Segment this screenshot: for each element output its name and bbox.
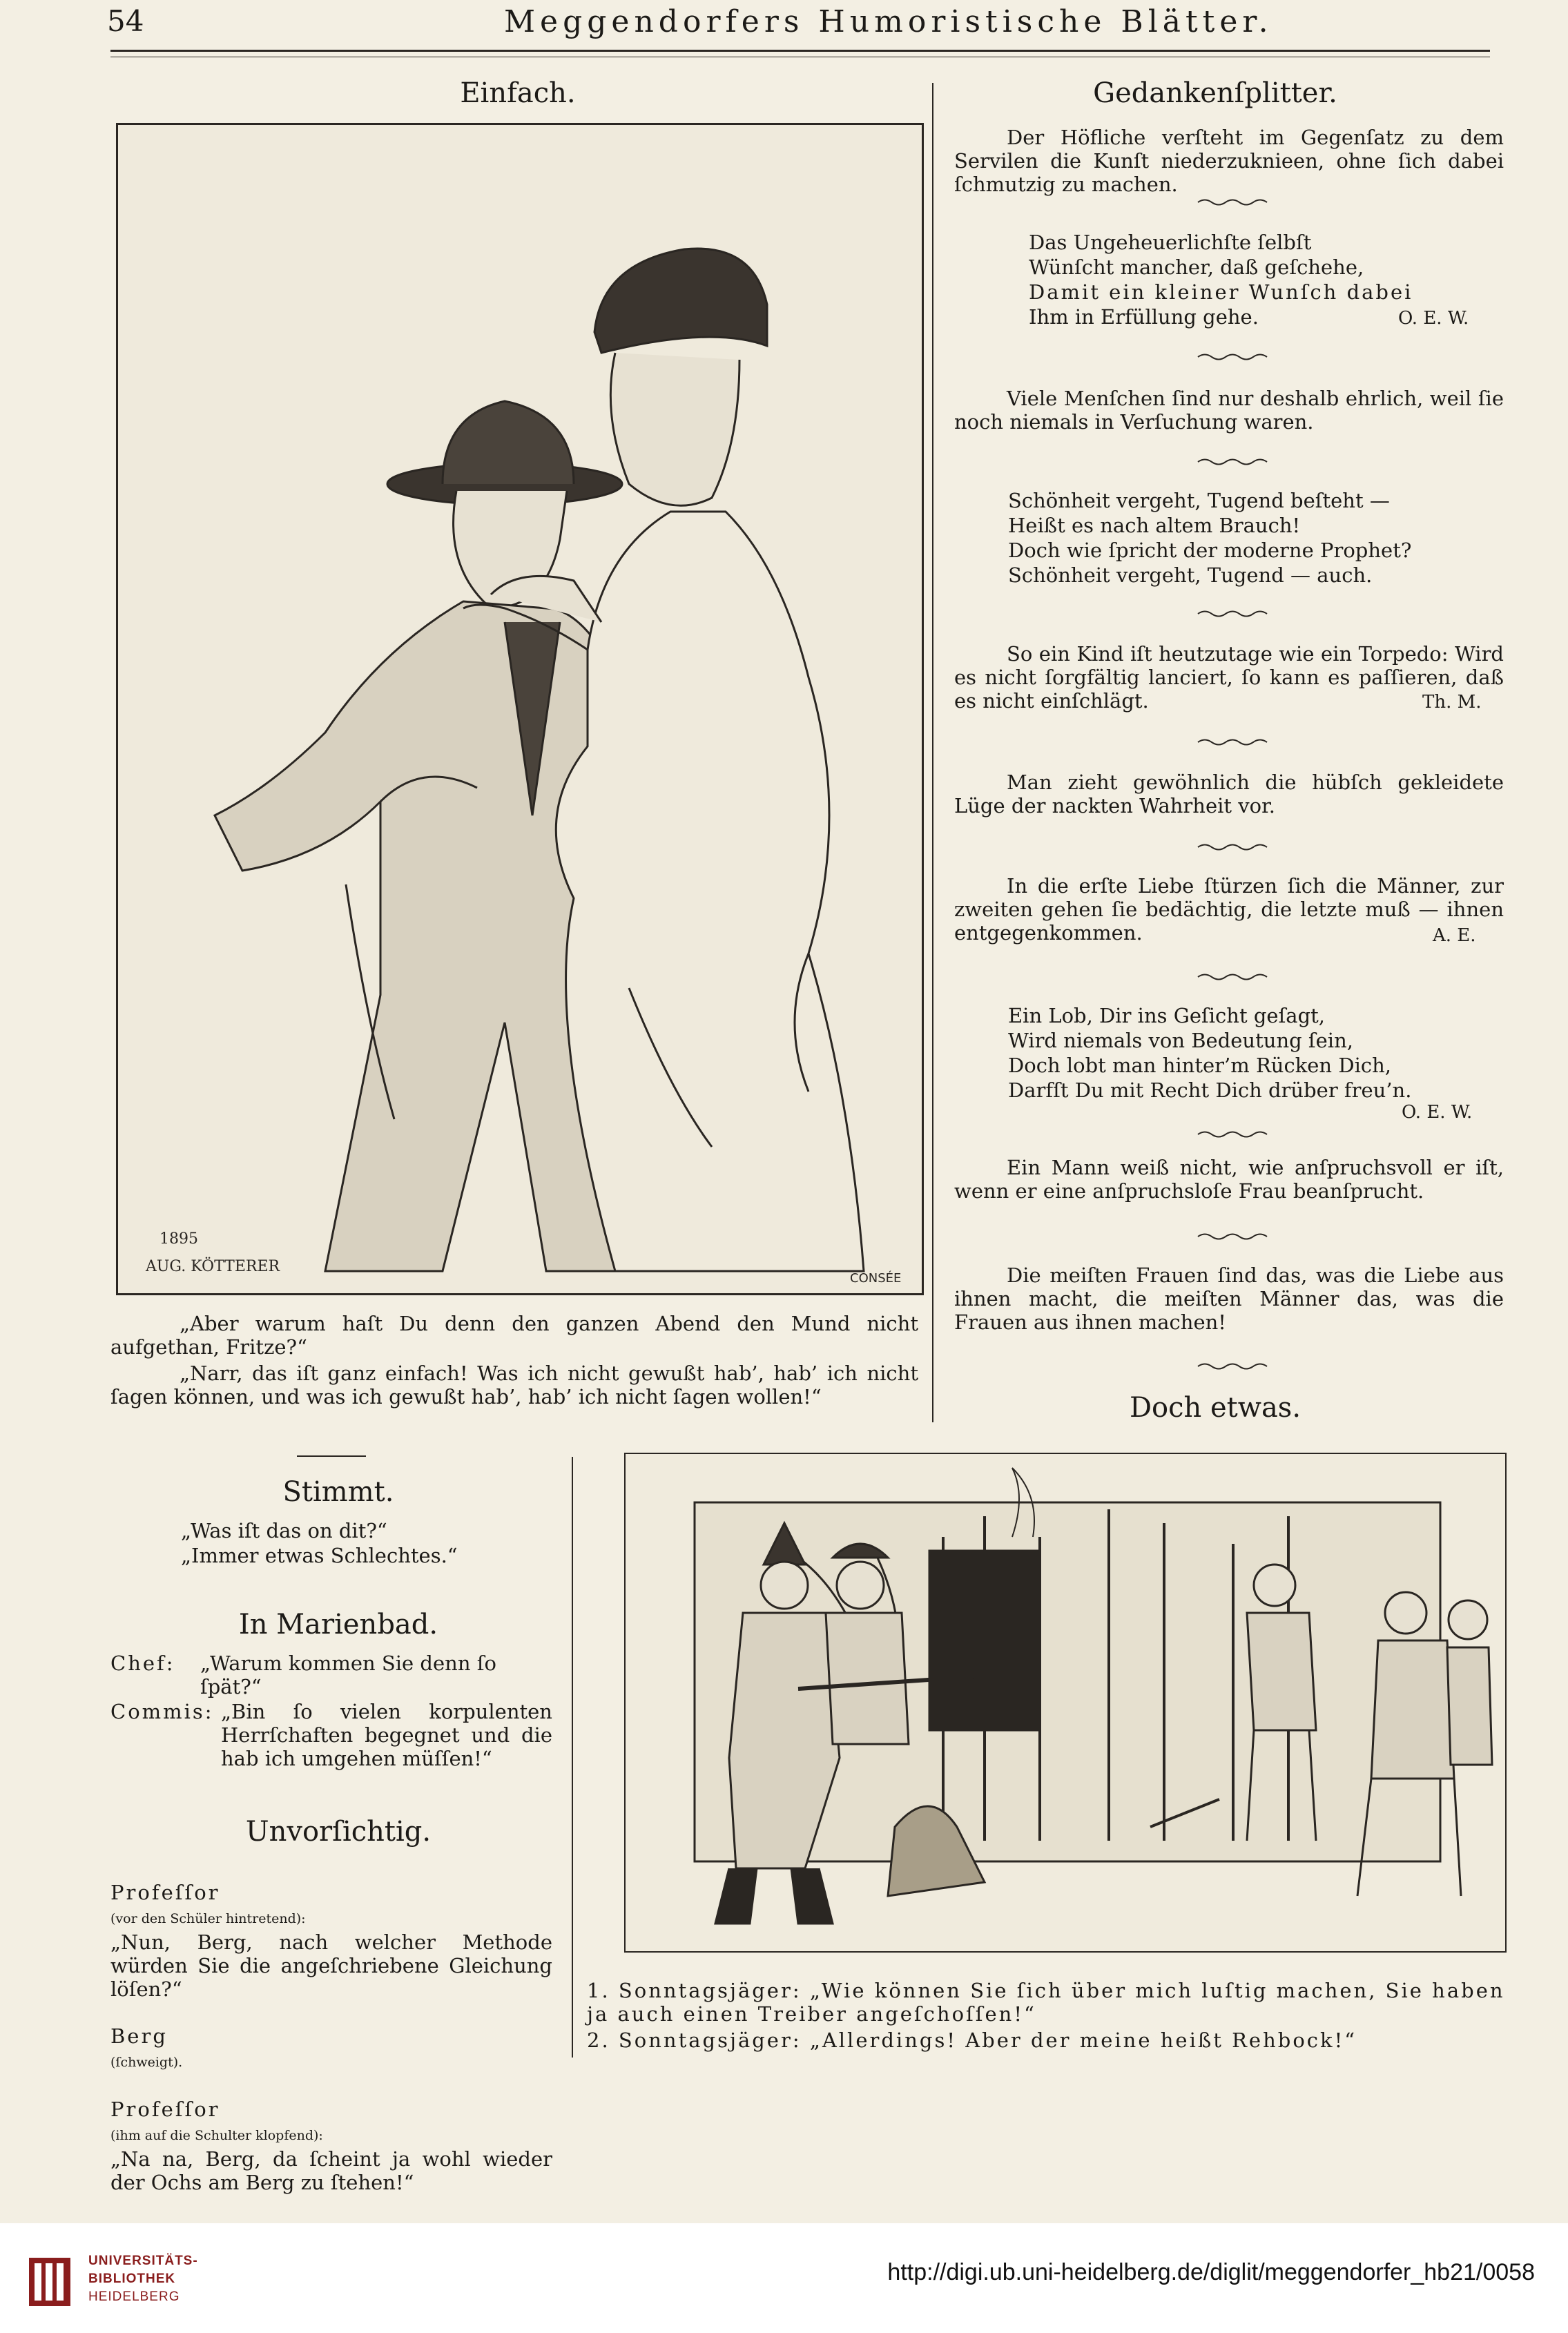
- unvorsichtig-speaker-2: Berg: [110, 2024, 168, 2048]
- wave-divider-7: [1194, 972, 1270, 982]
- gedanken-verse-3-line-4: Darfſt Du mit Recht Dich drüber freu’n.: [1008, 1078, 1412, 1102]
- stimmt-line-1: „Was iſt das on dit?“: [181, 1519, 387, 1542]
- page-number: 54: [107, 4, 144, 38]
- gedanken-verse-1-line-1: Das Ungeheuerlichſte ſelbſt: [1029, 231, 1312, 254]
- header-rule-top: [110, 50, 1490, 52]
- unvorsichtig-direction-1: (vor den Schüler hintretend):: [110, 1911, 306, 1926]
- wave-divider-2: [1194, 352, 1270, 362]
- einfach-caption-2: „Narr, das iſt ganz einfach! Was ich nicht gewußt hab’, hab’ ich nicht ſagen können, und was ich gewußt hab’, hab’ ich nicht ſagen wollen!“: [110, 1362, 918, 1408]
- gedanken-signature-3: A. E.: [1433, 925, 1476, 946]
- gedanken-paragraph-5: In die erſte Liebe ſtürzen ſich die Männer, zur zweiten gehen ſie bedächtig, die letzte muß — ihnen entgegenkommen.: [954, 874, 1504, 945]
- gedanken-verse-3-line-2: Wird niemals von Bedeutung ſein,: [1008, 1029, 1353, 1052]
- wave-divider-3: [1194, 457, 1270, 467]
- unvorsichtig-dialogue: [110, 1857, 552, 2194]
- artist-signature: AUG. KÖTTERER: [146, 1258, 280, 1275]
- gedanken-signature-1: O. E. W.: [1398, 308, 1469, 329]
- einfach-title: Einfach.: [460, 77, 576, 109]
- marienbad-speaker-2: Commis:: [110, 1700, 214, 1723]
- unvorsichtig-line-2: [110, 2001, 552, 2074]
- wave-divider-5: [1194, 737, 1270, 747]
- unvorsichtig-line-3: [110, 2074, 552, 2194]
- gedanken-paragraph-2: Viele Menſchen ſind nur deshalb ehrlich, weil ſie noch niemals in Verſuchung waren.: [954, 387, 1504, 434]
- gedanken-verse-2-line-2: Heißt es nach altem Brauch!: [1008, 514, 1301, 537]
- wave-divider-6: [1194, 842, 1270, 852]
- unvorsichtig-speaker-3: Profeſſor: [110, 2098, 220, 2121]
- engraver-signature: CONSÉE: [850, 1271, 902, 1286]
- wave-divider-4: [1194, 609, 1270, 619]
- stimmt-title: Stimmt.: [282, 1476, 394, 1508]
- unvorsichtig-title: Unvorſichtig.: [245, 1816, 432, 1848]
- unvorsichtig-direction-3: (ihm auf die Schulter klopfend):: [110, 2128, 323, 2143]
- unvorsichtig-text-3: „Na na, Berg, da ſcheint ja wohl wieder der Ochs am Berg zu ſtehen!“: [110, 2147, 552, 2194]
- gedanken-verse-3-line-1: Ein Lob, Dir ins Geſicht geſagt,: [1008, 1004, 1326, 1027]
- gedanken-verse-3-line-3: Doch lobt man hinter’m Rücken Dich,: [1008, 1054, 1391, 1077]
- unvorsichtig-line-1: [110, 1857, 552, 2001]
- source-url-link[interactable]: http://digi.ub.uni-heidelberg.de/diglit/meggendorfer_hb21/0058: [887, 2259, 1535, 2285]
- gedanken-verse-1-line-2: Wünſcht mancher, daß geſchehe,: [1029, 255, 1364, 279]
- university-library-logo-icon: [25, 2251, 79, 2312]
- wave-divider-9: [1194, 1232, 1270, 1241]
- two-men-conversation-drawing: [118, 125, 922, 1293]
- stimmt-line-2: „Immer etwas Schlechtes.“: [181, 1544, 458, 1567]
- unvorsichtig-speaker-1: Profeſſor: [110, 1881, 220, 1904]
- separator-einfach: [297, 1455, 366, 1457]
- einfach-illustration: [116, 123, 924, 1295]
- gedanken-signature-4: O. E. W.: [1402, 1102, 1473, 1123]
- marienbad-title: In Marienbad.: [238, 1609, 438, 1640]
- gedanken-paragraph-4: Man zieht gewöhnlich die hübſch gekleidete Lüge der nackten Wahrheit vor.: [954, 771, 1504, 817]
- wave-divider-8: [1194, 1130, 1270, 1139]
- lower-column-divider: [572, 1457, 573, 2058]
- sunday-hunters-drawing: [626, 1454, 1505, 1951]
- gedanken-verse-2-line-1: Schönheit vergeht, Tugend beſteht —: [1008, 489, 1390, 512]
- marienbad-text-1: „Warum kommen Sie denn ſo ſpät?“: [200, 1652, 496, 1698]
- library-name-line-2: BIBLIOTHEK: [88, 2272, 176, 2286]
- doch-etwas-title: Doch etwas.: [1129, 1392, 1301, 1424]
- unvorsichtig-text-1: „Nun, Berg, nach welcher Methode würden Sie die angeſchriebene Gleichung löſen?“: [110, 1930, 552, 2001]
- gedanken-paragraph-6: Ein Mann weiß nicht, wie anſpruchsvoll er iſt, wenn er eine anſpruchsloſe Frau beanſprucht.: [954, 1156, 1504, 1203]
- doch-etwas-line-2: 2. Sonntagsjäger: „Allerdings! Aber der meine heißt Rehbock!“: [587, 2029, 1357, 2052]
- gedankensplitter-title: Gedankenſplitter.: [1093, 77, 1337, 109]
- wave-divider-10: [1194, 1362, 1270, 1371]
- library-footer: [0, 2223, 1568, 2333]
- gedanken-verse-2-line-4: Schönheit vergeht, Tugend — auch.: [1008, 563, 1373, 587]
- gedanken-paragraph-3: So ein Kind iſt heutzutage wie ein Torpedo: Wird es nicht ſorgfältig lanciert, ſo kann es paſſieren, daß es nicht einſchlägt.: [954, 642, 1504, 713]
- hunting-illustration: [624, 1453, 1507, 1953]
- unvorsichtig-direction-2: (ſchweigt).: [110, 2055, 183, 2070]
- wave-divider-1: [1194, 197, 1270, 207]
- doch-etwas-line-1: 1. Sonntagsjäger: „Wie können Sie ſich über mich luſtig machen, Sie haben ja auch einen Treiber angeſchoſſen!“: [587, 1979, 1505, 2026]
- gedanken-signature-2: Th. M.: [1422, 692, 1482, 713]
- library-name-line-1: UNIVERSITÄTS-: [88, 2254, 198, 2268]
- gedanken-verse-1-line-3: Damit ein kleiner Wunſch dabei: [1029, 280, 1413, 304]
- drawing-year: 1895: [159, 1230, 198, 1248]
- gedanken-paragraph-1: Der Höfliche verſteht im Gegenſatz zu dem Servilen die Kunſt niederzuknieen, ohne ſich dabei ſchmutzig zu machen.: [954, 126, 1504, 196]
- gedanken-verse-2-line-3: Doch wie ſpricht der moderne Prophet?: [1008, 539, 1412, 562]
- marienbad-text-2: „Bin ſo vielen korpulenten Herrſchaften begegnet und die hab ich umgehen müſſen!“: [221, 1700, 552, 1770]
- gedanken-paragraph-7: Die meiſten Frauen ſind das, was die Liebe aus ihnen macht, die meiſten Männer das, was die Frauen aus ihnen machen!: [954, 1264, 1504, 1334]
- publication-title: Meggendorfers Humoristische Blätter.: [504, 4, 1273, 39]
- gedanken-verse-1-line-4: Ihm in Erfüllung gehe.: [1029, 305, 1259, 329]
- column-divider: [932, 83, 933, 1422]
- marienbad-speaker-1: Chef:: [110, 1652, 175, 1675]
- einfach-caption-1: „Aber warum haſt Du denn den ganzen Abend den Mund nicht aufgethan, Fritze?“: [110, 1312, 918, 1359]
- library-name-line-3: HEIDELBERG: [88, 2290, 180, 2304]
